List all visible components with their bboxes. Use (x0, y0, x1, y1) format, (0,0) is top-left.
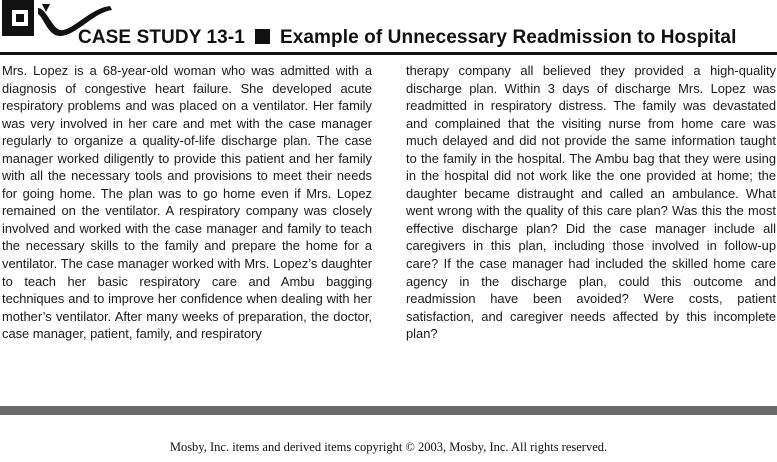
copyright-notice: Mosby, Inc. items and derived items copyright © 2003, Mosby, Inc. All rights reserved. (169, 440, 608, 454)
body-text-left-column: Mrs. Lopez is a 68-year-old woman who was admitted with a diagnosis of congestive heart failure. She developed acute respiratory problems and was placed on a ventilator. Her family was very involved in her care and met with the case manager regularly to organize a quality-of-life discharge plan. The case manager worked diligently to provide this patient and her family with all the necessary tools and provisions to meet their needs for going home. The plan was to go home even if Mrs. Lopez remained on the ventilator. A respiratory company was closely involved and worked with the case manager and family to teach the necessary skills to the family and prepare the home for a ventilator. The case manager worked with Mrs. Lopez’s daughter to teach her basic respiratory care and Ambu bagging techniques and to improve her confidence when dealing with her mother’s ventilator. After many weeks of preparation, the doctor, case manager, patient, family, and respiratory (2, 63, 372, 342)
footer-divider (0, 406, 777, 415)
header-divider (0, 52, 777, 55)
case-study-header (78, 26, 736, 50)
body-text-right-column: therapy company all believed they provided a high-quality discharge plan. Within 3 days of discharge Mrs. Lopez was readmitted in respiratory distress. The family was devastated and complained that the visiting nurse from home care was much delayed and did not provide the same information taught to the family in the hospital. The Ambu bag that they were using in the hospital did not work like the one provided at home; the daughter became distraught and called an ambulance. What went wrong with the quality of this care plan? Was this the most effective discharge plan? Did the case manager include all caregivers in this plan, including those involved in follow-up care? If the case manager had included the skilled home care agency in the discharge plan, could this outcome and readmission have been avoided? Were costs, patient satisfaction, and caregiver needs affected by this incomplete plan? (406, 63, 776, 342)
header-square-bullet-icon (255, 29, 270, 44)
case-study-label: CASE STUDY 13-1 (78, 27, 245, 48)
case-study-title: Example of Unnecessary Readmission to Hospital (279, 27, 737, 48)
